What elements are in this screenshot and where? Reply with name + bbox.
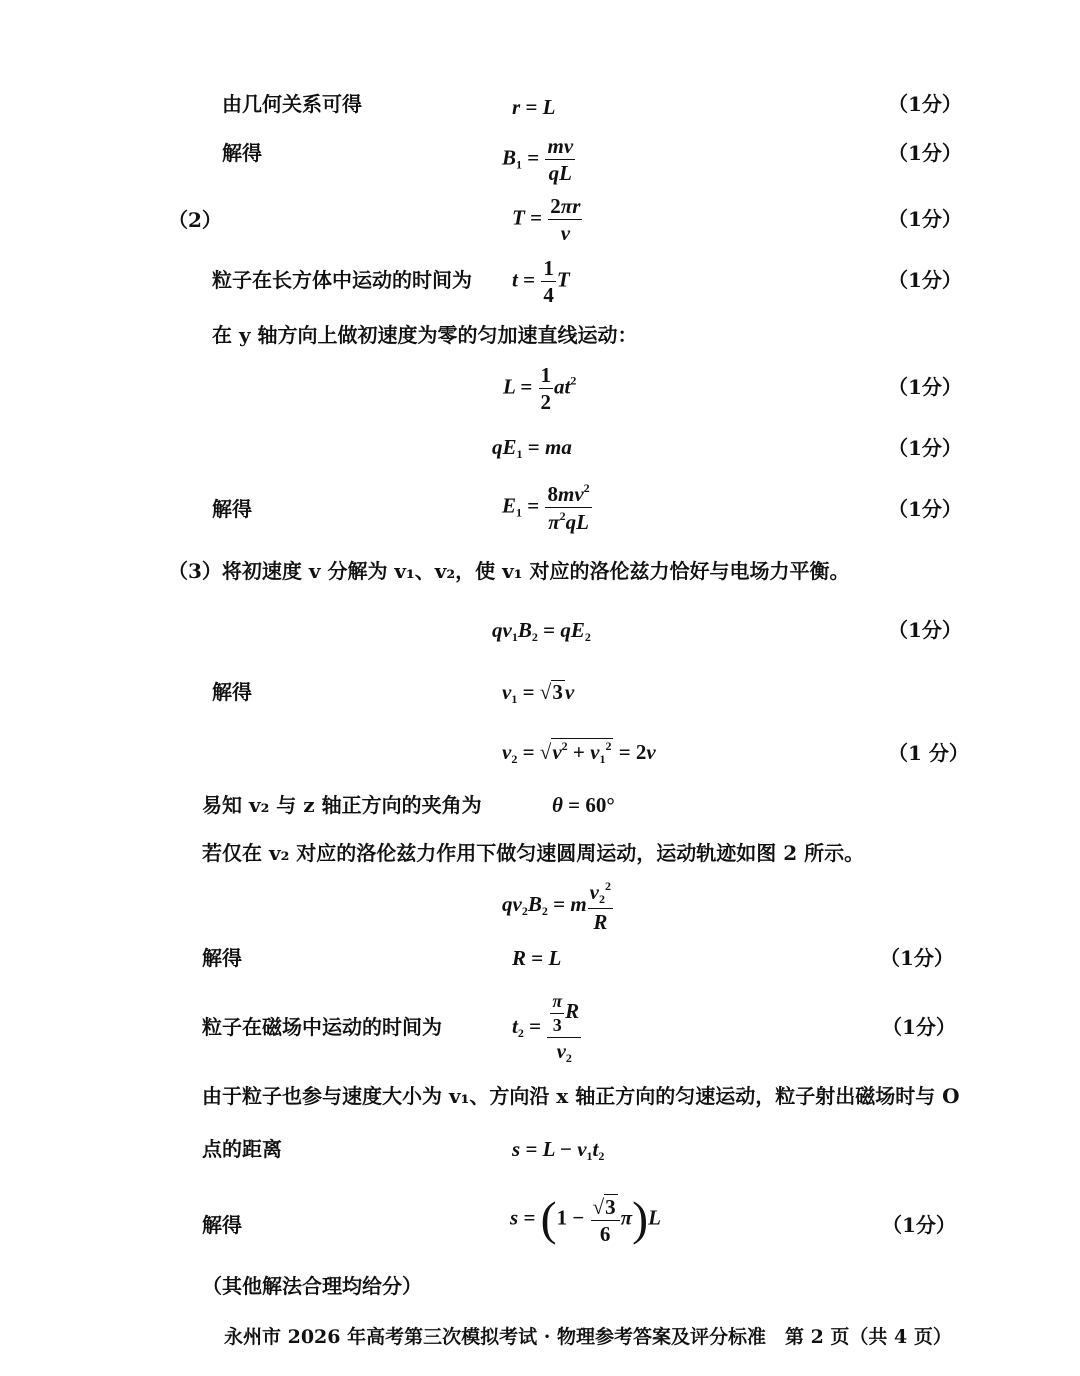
score-label: （1分）	[888, 618, 962, 642]
equation-e1: $E_1$ = $\frac{8mv^2}{\pi^2qL}$	[502, 481, 590, 535]
score-label: （1分）	[888, 141, 962, 165]
text-distance: 点的距离	[202, 1137, 282, 1161]
equation-l-half-at2: L = $\frac{1}{2}$ $at^2$	[503, 363, 577, 415]
score-label: （1分）	[888, 268, 962, 292]
equation-period: T = $\frac{2\pi r}{v}$	[512, 194, 581, 246]
equation-t2: $t_2$ = $\frac{\pi}{3}$ R $v_2$	[512, 991, 580, 1065]
equation-qe1-ma: $qE_1$ = ma	[492, 435, 572, 461]
equation-r-equals-l: r = L	[512, 95, 556, 119]
equation-v1: $v_1 = √3v$	[502, 680, 575, 706]
equation-b1: $B_1$ = $\frac{mv}{qL}$	[502, 134, 574, 186]
text-time-in-field: 粒子在磁场中运动的时间为	[202, 1015, 442, 1039]
page-footer: 永州市 2026 年高考第三次模拟考试 · 物理参考答案及评分标准 第 2 页（共 4 页）	[224, 1326, 952, 1348]
equation-s-final: s = (1 − $\frac{√3}{6}$ π)L	[510, 1192, 661, 1247]
equation-theta: θ = 60°	[552, 793, 615, 817]
equation-lorentz-centripetal: $qv_2B_2 = m$ $\frac{v_2^2}{R}$	[502, 879, 611, 934]
score-label: （1分）	[880, 946, 954, 970]
part-2-label: （2）	[168, 208, 222, 232]
text-time-in-box: 粒子在长方体中运动的时间为	[212, 268, 472, 292]
text-y-axis-motion: 在 y 轴方向上做初速度为零的匀加速直线运动：	[212, 323, 638, 347]
score-label: （1分）	[888, 497, 962, 521]
equation-r-equals-l-2: R = L	[512, 946, 562, 970]
equation-time-quarter: t = $\frac{1}{4}$ T	[512, 256, 570, 308]
equation-v2: $v_2 = √v^2 + v_1^2 = 2v$	[502, 739, 656, 766]
score-label: （1分）	[888, 436, 962, 460]
text-angle: 易知 v₂ 与 z 轴正方向的夹角为	[202, 793, 482, 817]
text-solve: 解得	[212, 680, 252, 704]
text-solve: 解得	[202, 1213, 242, 1237]
text-solve: 解得	[222, 141, 262, 165]
part-3-statement: （3）将初速度 v 分解为 v₁、v₂，使 v₁ 对应的洛伦兹力恰好与电场力平衡。	[168, 559, 850, 583]
text-solve: 解得	[202, 946, 242, 970]
score-label: （1分）	[888, 207, 962, 231]
equation-force-balance: $qv_1B_2 = qE_2$	[492, 618, 591, 644]
text-circular-motion: 若仅在 v₂ 对应的洛伦兹力作用下做匀速圆周运动，运动轨迹如图 2 所示。	[202, 841, 865, 865]
text-solve: 解得	[212, 497, 252, 521]
score-label: （1分）	[882, 1213, 956, 1237]
text-geometry: 由几何关系可得	[222, 92, 362, 116]
equation-s-difference: $s = L - v_1t_2$	[512, 1137, 605, 1163]
score-label: （1分）	[888, 375, 962, 399]
text-x-motion: 由于粒子也参与速度大小为 v₁、方向沿 x 轴正方向的匀速运动，粒子射出磁场时与 O	[202, 1084, 960, 1108]
score-label: （1 分）	[888, 741, 969, 765]
score-label: （1分）	[882, 1015, 956, 1039]
note-other-methods: （其他解法合理均给分）	[202, 1274, 422, 1298]
score-label: （1分）	[888, 92, 962, 116]
